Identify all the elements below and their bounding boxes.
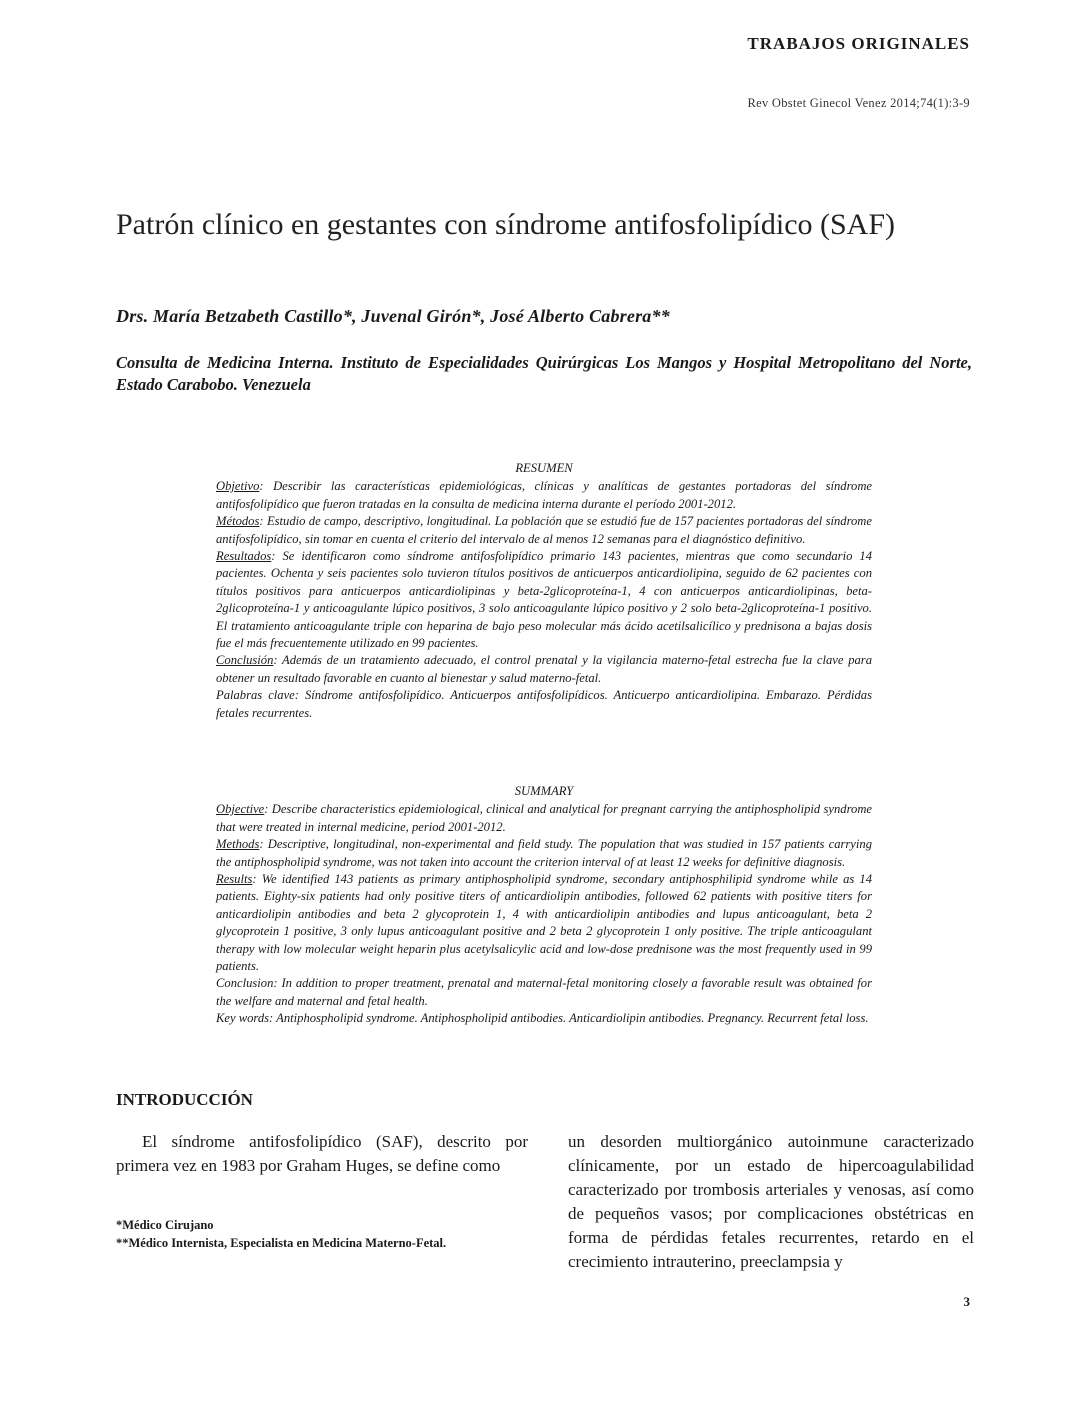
summary-results-text: : We identified 143 patients as primary antiphospholipid syndrome, secondary antiphosphilipid syndrome while as 14 patients. Eighty-six patients had only positive titers of anticardiolipin antibodies, followed 62 patients with positive titers for anticardiolipin antibodies and beta 2 glycoprotein 1, 4 with anticardiolipin antibodies and lupus anticoagulant, beta 2 glycoprotein 1 positive, 3 only lupus anticoagulant positive and 2 beta 2 glycoprotein 1 only positive. The triple anticoagulant therapy with low molecular weight heparin plus acetylsalicylic acid and low-dose prednisone was the most frequently used in 99 patients. [216,872,872,974]
resumen-heading: RESUMEN [515,461,573,475]
summary-methods [216,836,872,871]
resumen-metodos-text: : Estudio de campo, descriptivo, longitudinal. La población que se estudió fue de 157 pacientes portadoras del síndrome antifosfolipídico, sin tomar en cuenta el criterio del intervalo de al menos 12 semanas para el diagnóstico definitivo. [216,514,872,546]
summary-methods-label: Methods [216,837,260,852]
summary-conclusion: Conclusion: In addition to proper treatment, prenatal and maternal-fetal monitoring closely a favorable result was obtained for the welfare and maternal and fetal health. [216,976,872,1008]
summary-objective [216,801,872,836]
summary-objective-text: : Describe characteristics epidemiological, clinical and analytical for pregnant carrying the antiphospholipid syndrome that were treated in internal medicine, period 2001-2012. [216,802,872,834]
resumen-metodos [216,513,872,548]
page-number: 3 [963,1294,970,1309]
resumen-conclusion-text: : Además de un tratamiento adecuado, el control prenatal y la vigilancia materno-fetal estrecha fue la clave para obtener un resultado favorable en cuanto al bienestar y salud materno-fetal. [216,653,872,685]
resumen-keywords: Palabras clave: Síndrome antifosfolipídico. Anticuerpos antifosfolipídicos. Anticuerpo anticardiolipina. Embarazo. Pérdidas fetales recurrentes. [216,688,872,720]
summary-objective-label: Objective [216,802,265,817]
footnote-1: *Médico Cirujano [116,1218,214,1232]
resumen-objetivo-text: : Describir las características epidemiológicas, clínicas y analíticas de gestantes portadoras del síndrome antifosfolipídico que fueron tratadas en la consulta de medicina interna durante el período 2001-2012. [216,479,872,511]
resumen-conclusion-label: Conclusión [216,653,274,668]
journal-reference: Rev Obstet Ginecol Venez 2014;74(1):3-9 [747,96,970,110]
resumen-block [216,460,872,722]
article-title: Patrón clínico en gestantes con síndrome antifosfolipídico (SAF) [116,208,896,241]
article-affiliation: Consulta de Medicina Interna. Instituto de Especialidades Quirúrgicas Los Mangos y Hospital Metropolitano del Norte, Estado Carabobo. Venezuela [116,353,972,394]
resumen-conclusion [216,652,872,687]
summary-methods-text: : Descriptive, longitudinal, non-experimental and field study. The population that was studied in 157 patients carrying the antiphospholipid syndrome, was not taken into account the criterion interval of at least 12 weeks for definitive diagnosis. [216,837,872,869]
resumen-metodos-label: Métodos [216,514,260,529]
resumen-resultados [216,548,872,652]
introduction-left-column: El síndrome antifosfolipídico (SAF), descrito por primera vez en 1983 por Graham Huges, se define como [116,1132,528,1175]
summary-keywords: Key words: Antiphospholipid syndrome. Antiphospholipid antibodies. Anticardiolipin antibodies. Pregnancy. Recurrent fetal loss. [216,1011,869,1026]
footnotes [116,1216,546,1252]
summary-block [216,783,872,1028]
article-authors: Drs. María Betzabeth Castillo*, Juvenal Girón*, José Alberto Cabrera** [116,306,670,326]
summary-results-label: Results [216,872,253,887]
footnote-2: **Médico Internista, Especialista en Medicina Materno-Fetal. [116,1236,447,1250]
section-label: TRABAJOS ORIGINALES [747,34,970,53]
introduction-right-column: un desorden multiorgánico autoinmune caracterizado clínicamente, por un estado de hipercoagulabilidad caracterizado por trombosis arteriales y venosas, así como de pequeños vasos; por complicaciones obstétricas en forma de pérdidas fetales recurrentes, retardo en el crecimiento intrauterino, preeclampsia y [568,1132,974,1271]
summary-results [216,871,872,975]
resumen-resultados-text: : Se identificaron como síndrome antifosfolipídico primario 143 pacientes, mientras que como secundario 14 pacientes. Ochenta y seis pacientes solo tuvieron títulos positivos de anticuerpos anticardiolipina, seguido de 62 pacientes con títulos positivos para anticuerpos anticardiolipinas y beta-2glicoproteína-1, 4 con anticuerpos anticardiolipinas, beta-2glicoproteína-1 y anticoagulante lúpico positivos, 3 solo anticoagulante lúpico positivo y 2 solo beta-2glicoproteína-1 positivo. El tratamiento anticoagulante triple con heparina de bajo peso molecular más ácido acetilsalicílico y prednisona a bajas dosis fue el más frecuentemente utilizado en 99 pacientes. [216,549,872,651]
summary-heading: SUMMARY [514,784,574,798]
resumen-objetivo [216,478,872,513]
resumen-objetivo-label: Objetivo [216,479,260,494]
introduction-heading: INTRODUCCIÓN [116,1090,253,1109]
resumen-resultados-label: Resultados [216,549,272,564]
